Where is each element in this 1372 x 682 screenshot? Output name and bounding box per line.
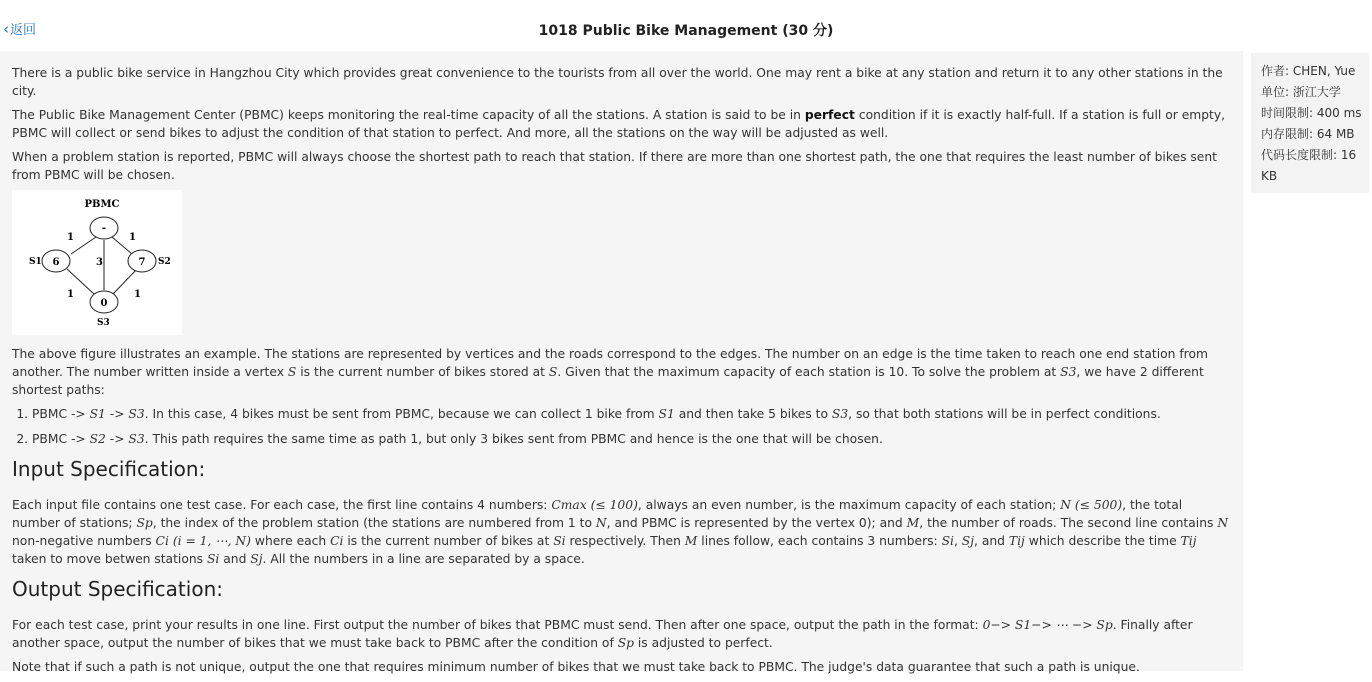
label-s1: S1: [29, 257, 42, 267]
text-span: which describe the time: [1024, 534, 1181, 548]
text-span: , the index of the problem station (the stations are numbered from 1 to: [152, 516, 596, 530]
text-span: is adjusted to perfect.: [633, 636, 773, 650]
station-graph-figure: [12, 190, 182, 335]
math-span: S3: [128, 407, 145, 421]
chevron-left-icon: ‹: [3, 20, 9, 38]
input-spec-paragraph: [12, 496, 1230, 568]
text-span: non-negative numbers: [12, 534, 156, 548]
problem-statement: [12, 64, 1230, 682]
text-span: , and PBMC is represented by the vertex 0); and: [606, 516, 907, 530]
math-span: Sj: [961, 534, 975, 548]
math-span: Si: [941, 534, 954, 548]
text-span: , the total number of stations;: [12, 498, 1183, 530]
back-label: 返回: [10, 23, 37, 38]
weight-pbmc-s1: 1: [67, 232, 74, 243]
math-span: N: [1217, 516, 1229, 530]
list-item: [32, 405, 1230, 423]
input-spec-heading: Input Specification:: [12, 457, 206, 481]
label-s2: S2: [158, 257, 171, 267]
math-span: Ci: [330, 534, 344, 548]
author-info: 作者: CHEN, Yue: [1261, 64, 1356, 78]
math-span: S: [287, 365, 297, 379]
unit-info: 单位: 浙江大学: [1261, 85, 1341, 99]
math-span: (i = 1, ⋯, N): [172, 534, 251, 548]
math-span: M: [906, 516, 920, 530]
text-span: respectively. Then: [565, 534, 685, 548]
math-span: S3: [128, 432, 145, 446]
weight-pbmc-s2: 1: [129, 232, 136, 243]
math-span: N: [595, 516, 607, 530]
output-spec-paragraph-1: [12, 616, 1230, 652]
math-span: M: [684, 534, 698, 548]
intro-paragraph-3: When a problem station is reported, PBMC will always choose the shortest path to reach that station. If there are more than one shortest path, the one that requires the least number of bikes sent from PBMC will be chosen.: [12, 150, 1217, 182]
explain-paragraph: [12, 345, 1230, 399]
math-span: S3: [1060, 365, 1077, 379]
text-span: . This path requires the same time as path 1, but only 3 bikes sent from PBMC and hence is the one that will be chosen.: [144, 432, 883, 446]
text-span: The above figure illustrates an example. The stations are represented by vertices and the roads correspond to the edges. The number on an edge is the time taken to reach one end station from another. The number written inside a vertex: [12, 347, 1208, 379]
text-span: . All the numbers in a line are separated by a space.: [262, 552, 585, 566]
output-spec-paragraph-2: Note that if such a path is not unique, output the one that requires minimum number of bikes that we must take back to PBMC. The judge's data guarantee that such a path is unique.: [12, 660, 1140, 674]
text-span: PBMC ->: [32, 407, 90, 421]
text-span: ,: [953, 534, 962, 548]
text-span: is the current number of bikes at: [343, 534, 554, 548]
intro-paragraph-1: There is a public bike service in Hangzhou City which provides great convenience to the tourists from all over the world. One may rent a bike at any station and return it to any other stations in the city.: [12, 66, 1223, 98]
math-span: Ci: [155, 534, 169, 548]
text-span: . Given that the maximum capacity of each station is 10. To solve the problem at: [557, 365, 1061, 379]
text-span: and: [219, 552, 251, 566]
bold-term: perfect: [804, 108, 855, 122]
list-item: [32, 430, 1230, 448]
value-pbmc: -: [101, 223, 107, 234]
math-span: S1: [658, 407, 675, 421]
edge-pbmc-s1: [71, 237, 96, 254]
label-pbmc: PBMC: [84, 199, 120, 210]
math-span: S: [548, 365, 558, 379]
text-span: . Finally after another space, output the number of bikes that we must take back to PBMC after the condition of: [12, 618, 1193, 650]
math-span: Sj: [250, 552, 263, 566]
text-span: . In this case, 4 bikes must be sent from PBMC, because we can collect 1 bike from: [144, 407, 659, 421]
text-span: PBMC ->: [32, 432, 90, 446]
path-list: [12, 405, 1230, 448]
math-span: Sp: [617, 636, 634, 650]
math-span: Cmax (≤ 100): [551, 498, 638, 512]
weight-s2-s3: 1: [134, 289, 141, 300]
text-span: taken to move betwen stations: [12, 552, 207, 566]
text-span: , always an even number, is the maximum capacity of each station;: [637, 498, 1061, 512]
text-span: condition if it is exactly half-full. If a station is full or empty, PBMC will collect or send bikes to adjust the condition of that station to perfect. And more, all the stations on the way will be adjusted as well.: [12, 108, 1226, 140]
text-span: , the number of roads. The second line contains: [919, 516, 1218, 530]
math-span: S2: [89, 432, 106, 446]
value-s1: 6: [52, 257, 60, 268]
text-span: Each input file contains one test case. For each case, the first line contains 4 numbers:: [12, 498, 552, 512]
memory-limit-info: 内存限制: 64 MB: [1261, 127, 1355, 141]
text-span: , we have 2 different shortest paths:: [12, 365, 1204, 397]
math-span: Tij: [1180, 534, 1197, 548]
code-length-unit: KB: [1261, 169, 1278, 183]
math-span: Tij: [1008, 534, 1025, 548]
problem-content-panel: [0, 51, 1243, 674]
math-span: 0−> S1−> ⋯ −> Sp: [982, 618, 1113, 632]
math-span: S3: [831, 407, 849, 421]
text-span: , so that both stations will be in perfect conditions.: [848, 407, 1161, 421]
value-s3: 0: [100, 298, 108, 309]
problem-info-panel: [1251, 53, 1369, 193]
time-limit-info: 时间限制: 400 ms: [1261, 106, 1362, 120]
text-span: lines follow, each contains 3 numbers:: [697, 534, 942, 548]
page-title: 1018 Public Bike Management (30 分): [538, 23, 834, 39]
weight-s1-s3: 1: [67, 289, 74, 300]
math-span: Si: [206, 552, 220, 566]
text-span: ->: [105, 407, 129, 421]
math-span: Sp: [136, 516, 153, 530]
top-bar: [0, 0, 1372, 56]
text-span: where each: [250, 534, 331, 548]
text-span: is the current number of bikes stored at: [296, 365, 549, 379]
math-span: S1: [89, 407, 106, 421]
math-span: Si: [553, 534, 566, 548]
output-spec-heading: Output Specification:: [12, 577, 223, 601]
weight-pbmc-s3: 3: [96, 257, 103, 268]
text-span: ->: [105, 432, 129, 446]
text-span: , and: [974, 534, 1009, 548]
text-span: The Public Bike Management Center (PBMC) keeps monitoring the real-time capacity of all the stations. A station is said to be in: [12, 108, 805, 122]
intro-paragraph-2: [12, 106, 1230, 142]
label-s3: S3: [97, 318, 110, 328]
value-s2: 7: [138, 257, 146, 268]
code-length-info: 代码长度限制: 16: [1261, 148, 1357, 162]
math-span: N (≤ 500): [1060, 498, 1123, 512]
text-span: and then take 5 bikes to: [674, 407, 832, 421]
text-span: For each test case, print your results in one line. First output the number of bikes that PBMC must send. Then after one space, output the path in the format:: [12, 618, 983, 632]
